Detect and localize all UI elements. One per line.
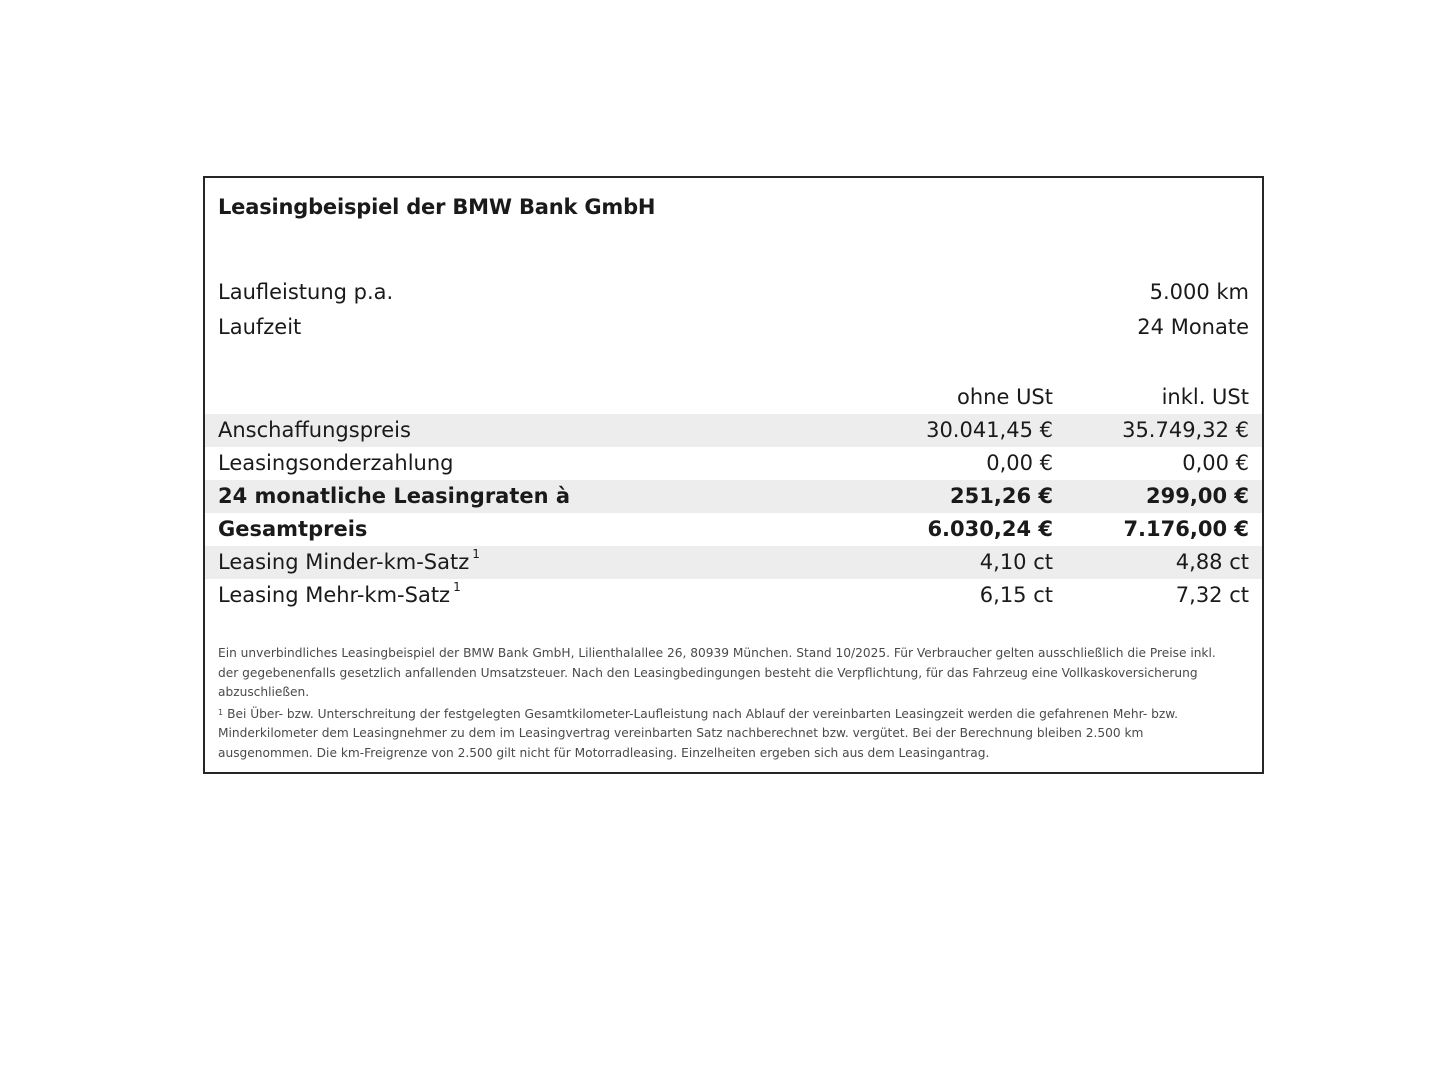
footnote-marker: 1 xyxy=(218,707,224,717)
term-label: Laufzeit xyxy=(218,315,302,339)
card-title: Leasingbeispiel der BMW Bank GmbH xyxy=(218,195,656,219)
disclaimer-text: Ein unverbindliches Leasingbeispiel der BMW Bank GmbH, Lilienthalallee 26, 80939 München. Stand 10/2025. Für Verbraucher gelten ausschließlich die Preise inkl. der gegebenenfalls gesetzlich anfallenden Umsatzsteuer. Nach den Leasingbedingungen besteht die Verpflichtung, für das Fahrzeug eine Vollkaskoversicherung abzuschließen. xyxy=(218,646,1216,699)
row-gross-value: 4,88 ct xyxy=(1175,550,1249,574)
table-row-down-payment xyxy=(205,447,1262,480)
header-net: ohne USt xyxy=(957,385,1053,409)
row-label: Leasingsonderzahlung xyxy=(218,451,454,475)
row-net-value: 251,26 € xyxy=(950,484,1053,508)
row-gross-value: 7.176,00 € xyxy=(1123,517,1249,541)
table-row-acquisition-price xyxy=(205,414,1262,447)
mileage-value: 5.000 km xyxy=(1149,280,1249,304)
header-gross: inkl. USt xyxy=(1161,385,1249,409)
row-gross-value: 35.749,32 € xyxy=(1122,418,1249,442)
row-gross-value: 7,32 ct xyxy=(1175,583,1249,607)
term-value: 24 Monate xyxy=(1137,315,1249,339)
price-table xyxy=(205,414,1262,612)
footnote-1 xyxy=(218,705,1238,764)
row-label: Leasing Mehr-km-Satz xyxy=(218,583,451,607)
leasing-example-card xyxy=(203,176,1264,774)
row-label: Gesamtpreis xyxy=(218,517,368,541)
row-net-value: 30.041,45 € xyxy=(926,418,1053,442)
row-label: Leasing Minder-km-Satz xyxy=(218,550,470,574)
table-row-excess-km-rate xyxy=(205,579,1262,612)
row-label: 24 monatliche Leasingraten à xyxy=(218,484,571,508)
legal-notes xyxy=(218,644,1238,765)
term-row xyxy=(205,311,1262,344)
row-gross-value: 0,00 € xyxy=(1182,451,1249,475)
row-gross-value: 299,00 € xyxy=(1146,484,1249,508)
price-table-header xyxy=(205,381,1262,414)
table-row-total-price xyxy=(205,513,1262,546)
row-label: Anschaffungspreis xyxy=(218,418,411,442)
row-net-value: 6,15 ct xyxy=(979,583,1053,607)
mileage-row xyxy=(205,276,1262,309)
table-row-reduced-km-rate xyxy=(205,546,1262,579)
mileage-label: Laufleistung p.a. xyxy=(218,280,394,304)
row-net-value: 0,00 € xyxy=(986,451,1053,475)
footnote-text: Bei Über- bzw. Unterschreitung der festgelegten Gesamtkilometer-Laufleistung nach Ablauf der vereinbarten Leasingzeit werden die gefahrenen Mehr- bzw. Minderkilometer dem Leasingnehmer zu dem im Leasingvertrag vereinbarten Satz nachberechnet bzw. vergütet. Bei der Berechnung bleiben 2.500 km ausgenommen. Die km-Freigrenze von 2.500 gilt nicht für Motorradleasing. Einzelheiten ergeben sich aus dem Leasingantrag. xyxy=(218,706,1178,760)
row-net-value: 4,10 ct xyxy=(979,550,1053,574)
footnote-marker: 1 xyxy=(453,580,461,594)
table-row-monthly-rate xyxy=(205,480,1262,513)
row-net-value: 6.030,24 € xyxy=(927,517,1053,541)
footnote-marker: 1 xyxy=(472,547,480,561)
